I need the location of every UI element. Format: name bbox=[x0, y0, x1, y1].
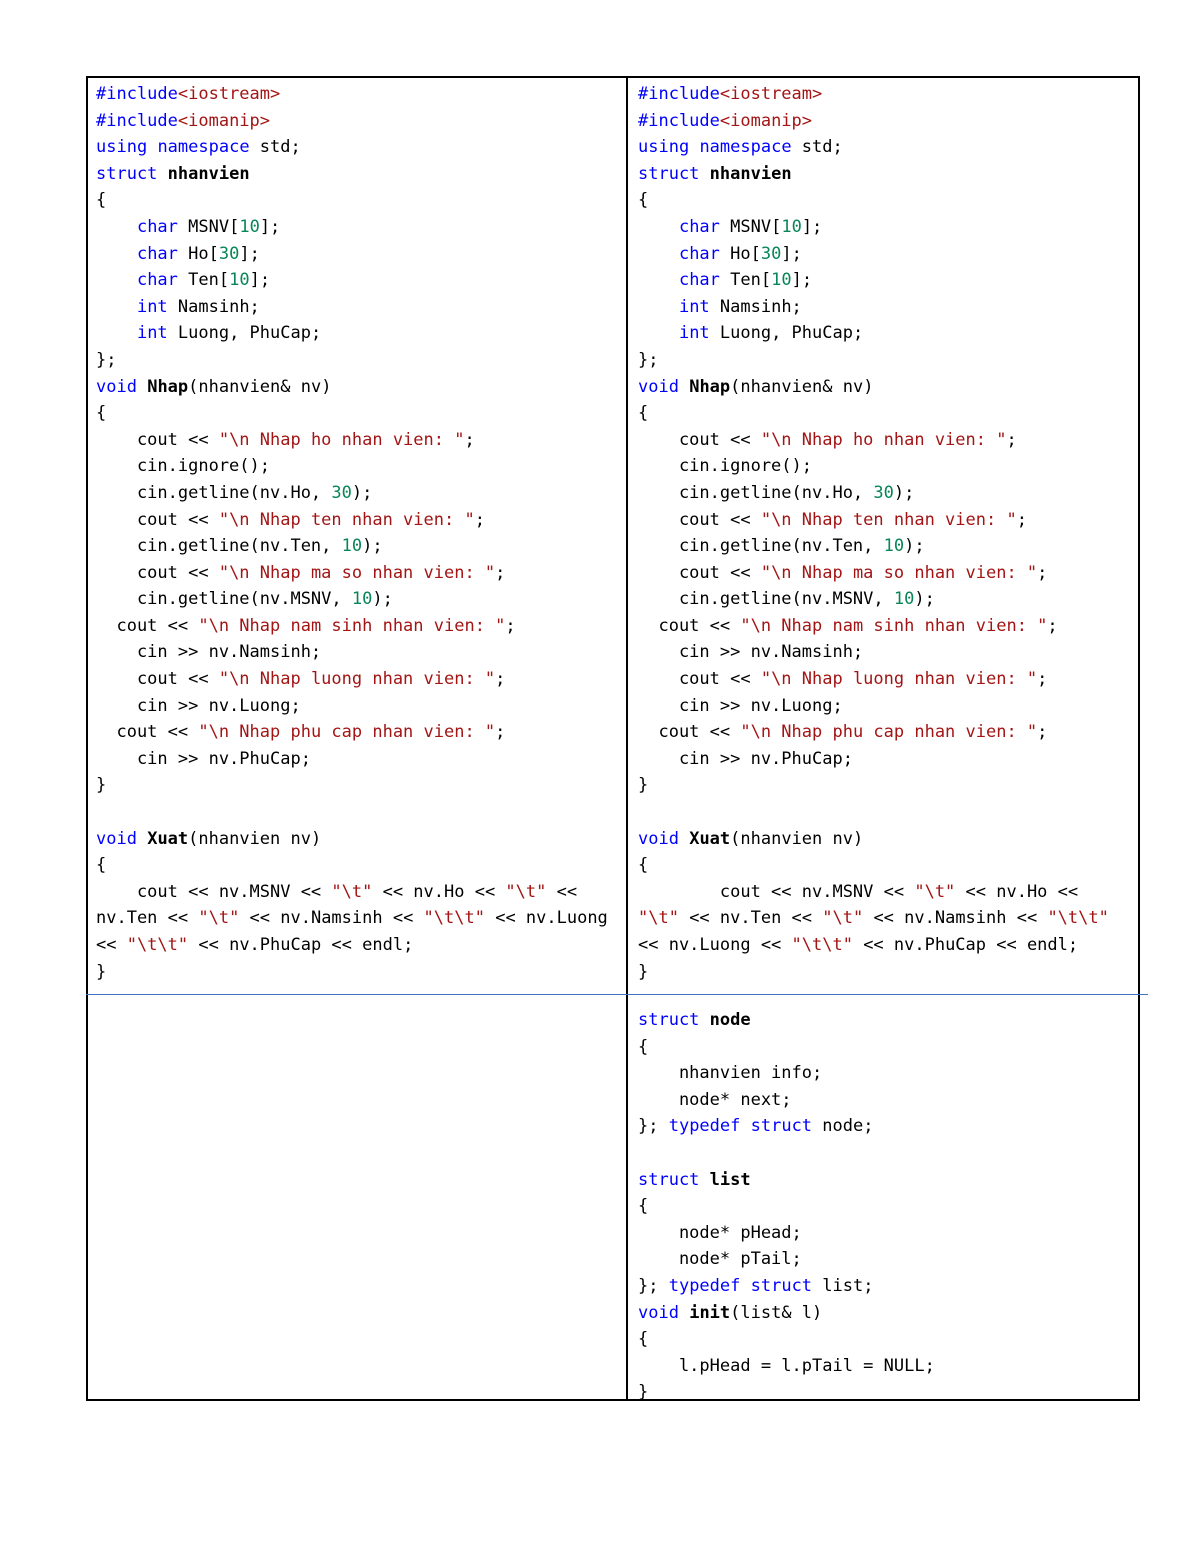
code-line bbox=[638, 533, 1109, 560]
code-token: (nhanvien nv) bbox=[730, 828, 864, 849]
code-token: << nv.PhuCap << endl; bbox=[852, 935, 1079, 955]
code-line bbox=[638, 1273, 935, 1300]
code-line bbox=[96, 294, 608, 321]
code-token: "\n Nhap luong nhan vien: " bbox=[218, 669, 496, 690]
code-token: #include bbox=[638, 110, 720, 131]
code-token: } bbox=[638, 1382, 649, 1403]
code-token: node; bbox=[812, 1116, 874, 1137]
code-token: struct bbox=[638, 163, 700, 184]
code-line bbox=[638, 959, 1109, 986]
code-token bbox=[699, 1010, 709, 1030]
code-token: Luong, PhuCap; bbox=[167, 323, 322, 344]
code-token: 10 bbox=[781, 216, 802, 237]
code-token bbox=[679, 829, 689, 849]
code-token: 30 bbox=[760, 243, 782, 264]
code-token: Ho[ bbox=[719, 243, 761, 264]
code-token: ]; bbox=[801, 216, 823, 237]
code-line bbox=[638, 879, 1109, 906]
code-token: "\n Nhap nam sinh nhan vien: " bbox=[740, 615, 1048, 636]
code-line bbox=[96, 799, 608, 826]
code-token: namespace bbox=[699, 137, 792, 158]
code-line bbox=[96, 480, 608, 507]
code-token: ; bbox=[1006, 429, 1017, 450]
code-token: 10 bbox=[239, 216, 260, 237]
code-token: cout << bbox=[96, 669, 219, 690]
code-token: "\t" bbox=[822, 908, 864, 929]
code-token: }; bbox=[638, 1116, 669, 1137]
code-line bbox=[638, 826, 1109, 853]
code-token: node* pTail; bbox=[638, 1249, 802, 1270]
code-line bbox=[638, 1246, 935, 1273]
code-line bbox=[96, 108, 608, 135]
code-line bbox=[638, 560, 1109, 587]
code-token: "\n Nhap phu cap nhan vien: " bbox=[198, 722, 496, 743]
code-line bbox=[96, 826, 608, 853]
code-token bbox=[638, 323, 679, 343]
code-token: <iostream> bbox=[719, 84, 823, 104]
code-token: << nv.Ho << bbox=[955, 881, 1079, 902]
code-token: ; bbox=[495, 722, 506, 743]
code-line bbox=[638, 453, 1109, 480]
code-token: void bbox=[638, 376, 679, 397]
code-token: nv.Ten << bbox=[96, 908, 199, 929]
code-token: { bbox=[638, 1196, 649, 1217]
code-token bbox=[679, 377, 689, 397]
code-token: int bbox=[678, 323, 710, 344]
code-token: << nv.Namsinh << bbox=[863, 908, 1048, 929]
code-token: ); bbox=[904, 536, 925, 557]
code-token: node* pHead; bbox=[638, 1222, 802, 1243]
code-token: (nhanvien& nv) bbox=[188, 376, 332, 397]
code-line bbox=[638, 586, 1109, 613]
code-line bbox=[638, 1034, 935, 1061]
code-line bbox=[638, 639, 1109, 666]
code-line bbox=[96, 746, 608, 773]
code-token: MSNV[ bbox=[177, 216, 240, 237]
code-token: int bbox=[136, 323, 168, 344]
code-token: (nhanvien& nv) bbox=[730, 376, 874, 397]
code-line bbox=[96, 507, 608, 534]
code-line bbox=[96, 81, 608, 108]
code-line bbox=[638, 666, 1109, 693]
code-token: Nhap bbox=[147, 376, 189, 397]
code-token: } bbox=[638, 961, 649, 982]
code-token: nhanvien bbox=[167, 163, 250, 184]
code-token: cout << bbox=[96, 562, 219, 583]
code-token: struct bbox=[638, 1169, 700, 1190]
code-token: { bbox=[638, 190, 649, 211]
code-token: << bbox=[546, 881, 578, 902]
code-line bbox=[96, 241, 608, 268]
code-line bbox=[96, 586, 608, 613]
code-token: std; bbox=[791, 137, 843, 158]
code-line bbox=[638, 134, 1109, 161]
code-token: (nhanvien nv) bbox=[188, 828, 322, 849]
code-token: "\n Nhap phu cap nhan vien: " bbox=[740, 722, 1038, 743]
code-token: << nv.Luong << bbox=[638, 935, 792, 955]
code-line bbox=[96, 187, 608, 214]
code-token: "\n Nhap ho nhan vien: " bbox=[218, 429, 465, 450]
code-token bbox=[638, 244, 679, 264]
code-token: <iomanip> bbox=[719, 110, 813, 131]
code-token: struct bbox=[638, 1010, 700, 1030]
code-line bbox=[638, 374, 1109, 401]
code-token: 30 bbox=[331, 482, 352, 503]
code-token: cin.getline(nv.Ten, bbox=[638, 536, 884, 557]
code-line bbox=[96, 134, 608, 161]
code-token: 10 bbox=[771, 270, 792, 291]
code-token: cout << bbox=[638, 429, 761, 450]
code-token: cout << bbox=[96, 615, 199, 636]
code-token: ; bbox=[1037, 669, 1048, 690]
code-token: { bbox=[96, 190, 107, 211]
code-token: Namsinh; bbox=[709, 296, 802, 317]
code-token: char bbox=[136, 243, 178, 264]
code-line bbox=[96, 533, 608, 560]
code-token: Ten[ bbox=[719, 270, 772, 291]
code-token: cout << bbox=[638, 509, 761, 530]
code-token: struct bbox=[96, 163, 158, 184]
code-line bbox=[638, 1300, 935, 1327]
code-token: namespace bbox=[157, 137, 250, 158]
code-line bbox=[96, 400, 608, 427]
code-token: cin >> nv.Luong; bbox=[96, 695, 301, 716]
code-line bbox=[96, 905, 608, 932]
code-token: Xuat bbox=[147, 828, 189, 849]
code-token: << nv.Ho << bbox=[372, 881, 506, 902]
code-line bbox=[638, 241, 1109, 268]
code-token bbox=[96, 323, 137, 343]
code-token: "\t\t" bbox=[1047, 908, 1109, 929]
code-block-bottom-right bbox=[638, 1007, 935, 1406]
code-token: } bbox=[638, 775, 649, 796]
code-token: #include bbox=[96, 84, 178, 104]
code-token: "\n Nhap ten nhan vien: " bbox=[218, 509, 475, 530]
code-token: char bbox=[678, 243, 720, 264]
code-token: #include bbox=[96, 110, 178, 131]
code-token: "\t\t" bbox=[791, 935, 853, 955]
code-token: 10 bbox=[351, 589, 373, 610]
code-token: cin >> nv.Luong; bbox=[638, 695, 843, 716]
code-token: ; bbox=[474, 509, 485, 530]
code-token: }; bbox=[96, 349, 117, 370]
code-line bbox=[638, 294, 1109, 321]
code-line bbox=[638, 693, 1109, 720]
code-token: cin.getline(nv.MSNV, bbox=[96, 589, 352, 610]
code-line bbox=[96, 214, 608, 241]
code-line bbox=[96, 932, 608, 959]
code-token bbox=[638, 270, 679, 290]
code-token bbox=[638, 217, 679, 237]
code-token: cout << bbox=[638, 722, 741, 743]
code-token: { bbox=[638, 403, 649, 424]
table-row-divider bbox=[86, 994, 1148, 995]
code-token: { bbox=[96, 855, 107, 876]
code-line bbox=[96, 267, 608, 294]
code-token bbox=[740, 1276, 750, 1296]
code-token: node* next; bbox=[638, 1089, 792, 1110]
code-token: "\n Nhap ho nhan vien: " bbox=[760, 429, 1007, 450]
code-token: void bbox=[638, 1302, 679, 1323]
code-token: Ten[ bbox=[177, 270, 230, 291]
code-token: char bbox=[678, 216, 720, 237]
code-token: cin.ignore(); bbox=[638, 456, 812, 477]
code-token: } bbox=[96, 775, 107, 796]
code-block-right bbox=[638, 81, 1109, 985]
code-token: nhanvien info; bbox=[638, 1063, 823, 1084]
code-token bbox=[147, 137, 157, 157]
code-token bbox=[96, 217, 137, 237]
code-line bbox=[638, 1087, 935, 1114]
code-token: int bbox=[136, 296, 168, 317]
code-token: struct bbox=[750, 1116, 813, 1137]
code-line bbox=[638, 1140, 935, 1167]
code-token: 30 bbox=[218, 243, 240, 264]
code-token: cin >> nv.Namsinh; bbox=[96, 642, 322, 663]
code-line bbox=[638, 507, 1109, 534]
code-token bbox=[137, 377, 147, 397]
code-token: { bbox=[96, 403, 107, 424]
code-line bbox=[638, 1113, 935, 1140]
code-line bbox=[96, 161, 608, 188]
code-token: << nv.Namsinh << bbox=[239, 908, 424, 929]
code-token: ; bbox=[1037, 562, 1048, 583]
code-token: void bbox=[638, 828, 679, 849]
code-token: << nv.Luong bbox=[484, 908, 608, 929]
code-token: cin.getline(nv.Ten, bbox=[96, 536, 342, 557]
code-line bbox=[638, 347, 1109, 374]
code-line bbox=[96, 639, 608, 666]
code-token: << bbox=[96, 935, 127, 955]
code-line bbox=[638, 1193, 935, 1220]
code-token: <iostream> bbox=[177, 84, 281, 104]
code-token: 10 bbox=[883, 536, 905, 557]
code-line bbox=[638, 400, 1109, 427]
code-token: node bbox=[709, 1010, 751, 1030]
code-token: ); bbox=[351, 482, 373, 503]
code-token: using bbox=[96, 137, 148, 158]
code-token: typedef bbox=[668, 1275, 741, 1296]
code-token: cin.getline(nv.Ho, bbox=[638, 482, 874, 503]
code-token: "\n Nhap ma so nhan vien: " bbox=[760, 562, 1038, 583]
code-token: "\t\t" bbox=[423, 908, 485, 929]
code-token: ; bbox=[1016, 509, 1027, 530]
code-token: "\t" bbox=[331, 881, 373, 902]
code-token: char bbox=[136, 216, 178, 237]
code-token: "\t\t" bbox=[126, 935, 189, 955]
code-token: "\t" bbox=[198, 908, 240, 929]
code-block-left bbox=[96, 81, 608, 985]
code-line bbox=[96, 719, 608, 746]
code-line bbox=[638, 1167, 935, 1194]
code-token: void bbox=[96, 828, 137, 849]
code-token: ]; bbox=[239, 243, 260, 264]
code-token: cin.getline(nv.MSNV, bbox=[638, 589, 894, 610]
code-token bbox=[96, 244, 137, 264]
code-token: cout << bbox=[96, 509, 219, 530]
code-token: ]; bbox=[791, 270, 813, 291]
code-token: Ho[ bbox=[177, 243, 219, 264]
code-line bbox=[96, 879, 608, 906]
code-token: cin >> nv.PhuCap; bbox=[638, 748, 853, 769]
code-token bbox=[96, 270, 137, 290]
code-token: "\n Nhap luong nhan vien: " bbox=[760, 669, 1038, 690]
code-token: { bbox=[638, 855, 649, 876]
code-token: char bbox=[678, 270, 720, 291]
code-token: << nv.Ten << bbox=[678, 908, 823, 929]
code-token: cout << bbox=[96, 429, 219, 450]
code-line bbox=[638, 852, 1109, 879]
code-line bbox=[638, 1220, 935, 1247]
code-token: "\t" bbox=[505, 881, 547, 902]
code-token: Namsinh; bbox=[167, 296, 260, 317]
code-token: { bbox=[638, 1036, 649, 1057]
code-token: ); bbox=[914, 589, 935, 610]
code-line bbox=[638, 1379, 935, 1406]
code-token: "\t" bbox=[914, 881, 956, 902]
code-line bbox=[96, 959, 608, 986]
code-token: { bbox=[638, 1329, 649, 1350]
code-line bbox=[638, 161, 1109, 188]
code-token: 10 bbox=[341, 536, 363, 557]
code-line bbox=[638, 613, 1109, 640]
code-token bbox=[638, 297, 679, 317]
code-line bbox=[638, 905, 1109, 932]
code-token: ]; bbox=[781, 243, 802, 264]
code-token: l.pHead = l.pTail = NULL; bbox=[638, 1355, 935, 1376]
code-token: 30 bbox=[873, 482, 894, 503]
code-token: Nhap bbox=[689, 376, 731, 397]
code-token: cin >> nv.Namsinh; bbox=[638, 642, 864, 663]
code-line bbox=[638, 480, 1109, 507]
code-token: }; bbox=[638, 349, 659, 370]
code-token: init bbox=[689, 1302, 731, 1323]
code-line bbox=[638, 772, 1109, 799]
code-token bbox=[699, 164, 709, 184]
code-line bbox=[96, 374, 608, 401]
code-token: list; bbox=[812, 1275, 874, 1296]
code-token: ; bbox=[495, 562, 506, 583]
code-token: ); bbox=[893, 482, 915, 503]
code-token: } bbox=[96, 961, 107, 982]
code-token: char bbox=[136, 270, 178, 291]
code-line bbox=[96, 852, 608, 879]
code-token: using bbox=[638, 137, 690, 158]
code-line bbox=[96, 613, 608, 640]
code-line bbox=[96, 693, 608, 720]
code-line bbox=[96, 347, 608, 374]
code-token bbox=[689, 137, 699, 157]
code-line bbox=[96, 772, 608, 799]
code-token: std; bbox=[249, 137, 301, 158]
code-line bbox=[96, 453, 608, 480]
code-token bbox=[157, 164, 167, 184]
code-line bbox=[638, 187, 1109, 214]
code-token: << nv.PhuCap << endl; bbox=[188, 935, 414, 955]
code-token bbox=[679, 1303, 689, 1323]
code-token: ); bbox=[362, 536, 383, 557]
code-token: MSNV[ bbox=[719, 216, 782, 237]
code-token: "\n Nhap nam sinh nhan vien: " bbox=[198, 615, 506, 636]
code-token: ; bbox=[505, 615, 516, 636]
code-token: cin.getline(nv.Ho, bbox=[96, 482, 332, 503]
code-token: 10 bbox=[229, 270, 250, 291]
code-line bbox=[638, 427, 1109, 454]
code-line bbox=[96, 560, 608, 587]
code-token: ; bbox=[495, 669, 506, 690]
code-token: cout << nv.MSNV << bbox=[96, 881, 332, 902]
code-token: cout << bbox=[638, 562, 761, 583]
code-token bbox=[137, 829, 147, 849]
code-token: cout << nv.MSNV << bbox=[638, 881, 915, 902]
code-line bbox=[638, 1007, 935, 1034]
code-token: cin >> nv.PhuCap; bbox=[96, 748, 311, 769]
code-token bbox=[740, 1116, 750, 1136]
code-token: ]; bbox=[259, 216, 281, 237]
code-token: Xuat bbox=[689, 828, 731, 849]
code-token: ; bbox=[1037, 722, 1048, 743]
table-column-divider bbox=[626, 76, 628, 1401]
code-token: ; bbox=[1047, 615, 1058, 636]
code-line bbox=[638, 1326, 935, 1353]
code-line bbox=[96, 427, 608, 454]
code-line bbox=[638, 932, 1109, 959]
code-token: Luong, PhuCap; bbox=[709, 323, 864, 344]
code-token: 10 bbox=[893, 589, 915, 610]
code-token: list bbox=[709, 1169, 751, 1190]
code-line bbox=[96, 320, 608, 347]
code-line bbox=[638, 108, 1109, 135]
code-token: struct bbox=[750, 1275, 813, 1296]
code-line bbox=[638, 799, 1109, 826]
code-token: "\t" bbox=[638, 908, 679, 929]
code-line bbox=[638, 1353, 935, 1380]
code-token: #include bbox=[638, 84, 720, 104]
code-token: ); bbox=[372, 589, 393, 610]
code-token: typedef bbox=[668, 1116, 741, 1137]
code-token bbox=[699, 1170, 709, 1190]
code-token: "\n Nhap ma so nhan vien: " bbox=[218, 562, 496, 583]
code-line bbox=[638, 81, 1109, 108]
code-line bbox=[96, 666, 608, 693]
code-token: cout << bbox=[638, 669, 761, 690]
code-token: cin.ignore(); bbox=[96, 456, 270, 477]
code-token: ]; bbox=[249, 270, 271, 291]
code-line bbox=[638, 746, 1109, 773]
code-token: void bbox=[96, 376, 137, 397]
code-line bbox=[638, 1060, 935, 1087]
code-line bbox=[638, 214, 1109, 241]
code-token: "\n Nhap ten nhan vien: " bbox=[760, 509, 1017, 530]
code-token bbox=[96, 297, 137, 317]
code-token: int bbox=[678, 296, 710, 317]
code-token: }; bbox=[638, 1275, 669, 1296]
code-token: <iomanip> bbox=[177, 110, 271, 131]
code-line bbox=[638, 267, 1109, 294]
code-line bbox=[638, 320, 1109, 347]
code-token: (list& l) bbox=[730, 1302, 823, 1323]
code-token: ; bbox=[464, 429, 475, 450]
code-token: cout << bbox=[638, 615, 741, 636]
code-line bbox=[638, 719, 1109, 746]
code-token: nhanvien bbox=[709, 163, 792, 184]
code-token: cout << bbox=[96, 722, 199, 743]
